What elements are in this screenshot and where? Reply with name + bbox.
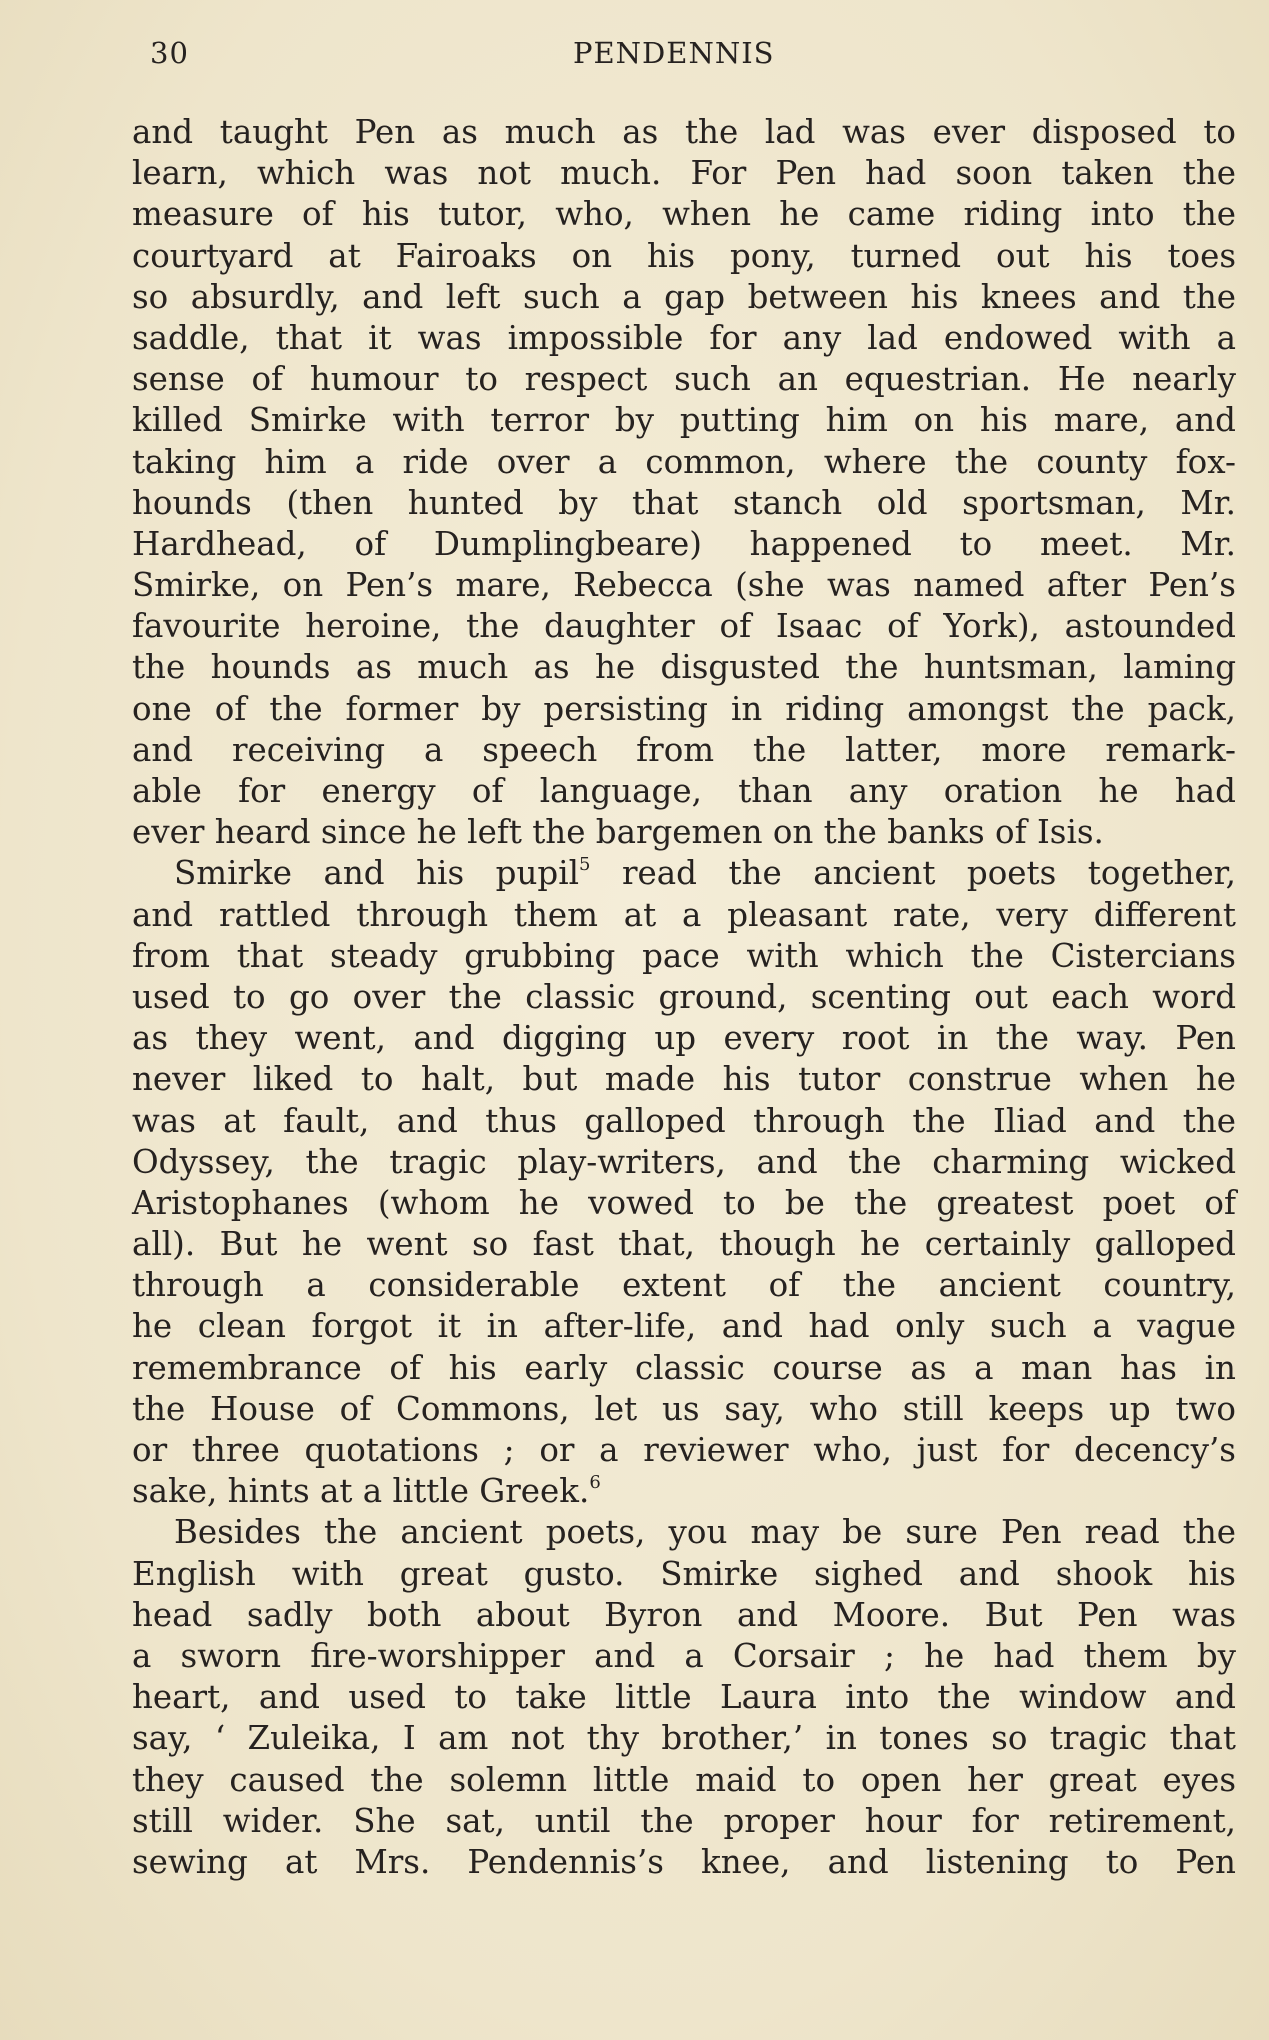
text-line: Odyssey, the tragic play-writers, and the charming wicked (132, 1142, 1236, 1181)
page-number: 30 (150, 36, 189, 70)
text-line: through a considerable extent of the ancient country, (132, 1266, 1236, 1305)
text-line: and rattled through them at a pleasant rate, very different (132, 895, 1236, 934)
line-text: Smirke and his pupil (174, 854, 579, 893)
running-head: PENDENNIS (573, 36, 775, 70)
text-line: and receiving a speech from the latter, more remark- (132, 730, 1236, 769)
text-line: heart, and used to take little Laura into the window and (132, 1678, 1236, 1717)
text-line: sewing at Mrs. Pendennis’s knee, and listening to Pen (132, 1842, 1236, 1881)
text-line: courtyard at Fairoaks on his pony, turned out his toes (132, 236, 1236, 275)
text-line: so absurdly, and left such a gap between his knees and the (132, 277, 1236, 316)
text-line: was at fault, and thus galloped through the Iliad and the (132, 1101, 1236, 1140)
text-line: hounds (then hunted by that stanch old sportsman, Mr. (132, 483, 1236, 522)
text-line: never liked to halt, but made his tutor construe when he (132, 1060, 1236, 1099)
text-line: he clean forgot it in after-life, and had only such a vague (132, 1307, 1236, 1346)
footnote-ref: 5 (579, 854, 591, 876)
text-line: and taught Pen as much as the lad was ever disposed to (132, 113, 1236, 151)
text-line: head sadly both about Byron and Moore. But Pen was (132, 1595, 1236, 1634)
text-line: as they went, and digging up every root in the way. Pen (132, 1019, 1236, 1058)
page-header (150, 36, 1230, 76)
text-line: killed Smirke with terror by putting him on his mare, and (132, 401, 1236, 440)
text-line: measure of his tutor, who, when he came riding into the (132, 195, 1236, 234)
text-line: used to go over the classic ground, scenting out each word (132, 977, 1236, 1016)
text-line: taking him a ride over a common, where the county fox- (132, 442, 1236, 481)
text-line: one of the former by persisting in riding amongst the pack, (132, 689, 1236, 728)
line-text: sake, hints at a little Greek. (132, 1472, 590, 1511)
text-line: Besides the ancient poets, you may be sure Pen read the (174, 1513, 1236, 1552)
text-line: all). But he went so fast that, though he certainly galloped (132, 1225, 1236, 1264)
text-line: sense of humour to respect such an equestrian. He nearly (132, 360, 1236, 399)
text-line: the House of Commons, let us say, who still keeps up two (132, 1389, 1236, 1428)
body-text (132, 112, 1236, 1883)
text-line: a sworn fire-worshipper and a Corsair ; he had them by (132, 1636, 1236, 1675)
text-line: ever heard since he left the bargemen on the banks of Isis. (132, 813, 1104, 852)
text-line: saddle, that it was impossible for any lad endowed with a (132, 318, 1236, 357)
text-line: still wider. She sat, until the proper hour for retirement, (132, 1801, 1236, 1840)
text-line: favourite heroine, the daughter of Isaac of York), astounded (132, 607, 1236, 646)
text-line: Smirke, on Pen’s mare, Rebecca (she was named after Pen’s (132, 566, 1236, 605)
line-text: read the ancient poets together, (622, 854, 1236, 893)
text-line: the hounds as much as he disgusted the huntsman, laming (132, 648, 1236, 687)
text-line: from that steady grubbing pace with which the Cistercians (132, 936, 1236, 975)
text-line: say, ‘ Zuleika, I am not thy brother,’ in tones so tragic that (132, 1719, 1236, 1758)
footnote-ref: 6 (589, 1472, 601, 1494)
text-line: English with great gusto. Smirke sighed and shook his (132, 1554, 1236, 1593)
paragraph-3 (132, 1512, 1236, 1883)
text-line (132, 853, 1236, 894)
text-line: remembrance of his early classic course as a man has in (132, 1348, 1236, 1387)
text-line: or three quotations ; or a reviewer who, just for decency’s (132, 1431, 1236, 1469)
paragraph-2 (132, 853, 1236, 1512)
text-line: Aristophanes (whom he vowed to be the greatest poet of (132, 1183, 1236, 1222)
text-line: Hardhead, of Dumplingbeare) happened to meet. Mr. (132, 524, 1236, 563)
text-line: able for energy of language, than any oration he had (132, 772, 1236, 810)
text-line (132, 1471, 1236, 1512)
text-line: learn, which was not much. For Pen had soon taken the (132, 154, 1236, 193)
paragraph-1 (132, 112, 1236, 853)
text-line: they caused the solemn little maid to open her great eyes (132, 1760, 1236, 1799)
